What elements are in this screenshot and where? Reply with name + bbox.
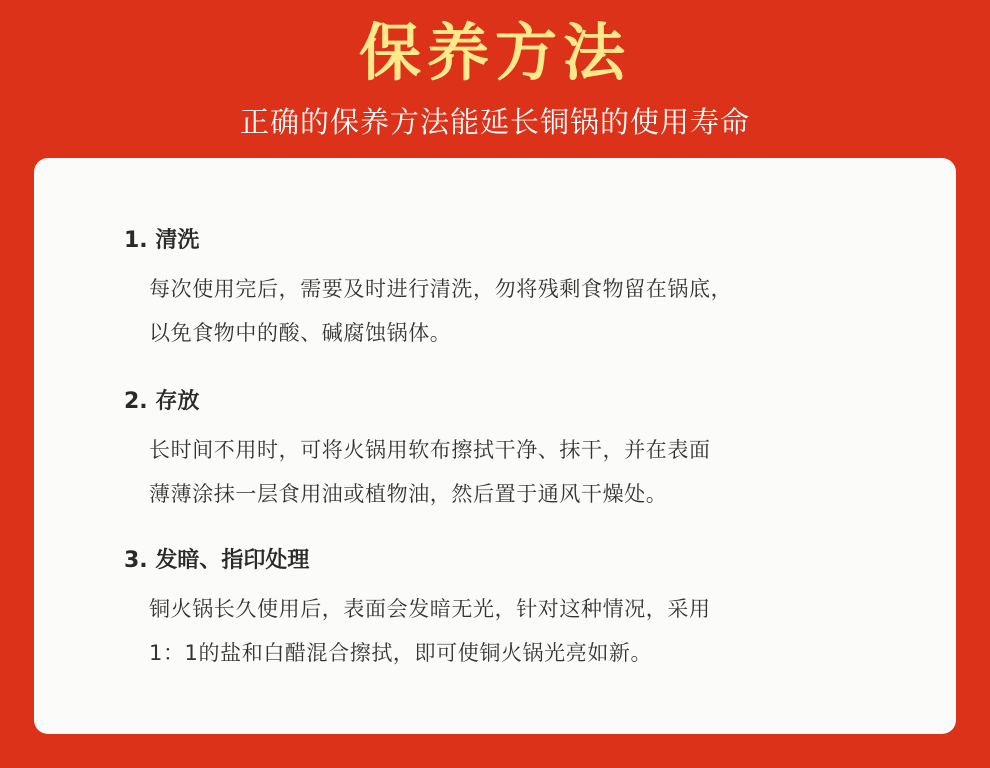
section-heading: 3. 发暗、指印处理 (124, 548, 310, 573)
page-title: 保养方法 (358, 16, 631, 89)
content-card (34, 158, 956, 734)
section-line: 铜火锅长久使用后，表面会发暗无光，针对这种情况，采用 (149, 597, 711, 621)
section-storage (124, 385, 884, 516)
section-body (124, 587, 884, 675)
section-line: 每次使用完后，需要及时进行清洗，勿将残剩食物留在锅底， (149, 277, 733, 301)
section-line: 以免食物中的酸、碱腐蚀锅体。 (149, 321, 452, 345)
section-line: 长时间不用时，可将火锅用软布擦拭干净、抹干，并在表面 (149, 438, 711, 462)
section-line: 薄薄涂抹一层食用油或植物油，然后置于通风干燥处。 (149, 482, 668, 506)
section-heading: 1. 清洗 (124, 228, 200, 253)
section-heading: 2. 存放 (124, 389, 200, 414)
section-body (124, 428, 884, 516)
section-line: 1：1的盐和白醋混合擦拭，即可使铜火锅光亮如新。 (149, 641, 653, 665)
section-cleaning (124, 224, 884, 355)
section-body (124, 267, 884, 355)
page-subtitle: 正确的保养方法能延长铜锅的使用寿命 (239, 105, 750, 139)
section-tarnish-treatment (124, 544, 884, 675)
